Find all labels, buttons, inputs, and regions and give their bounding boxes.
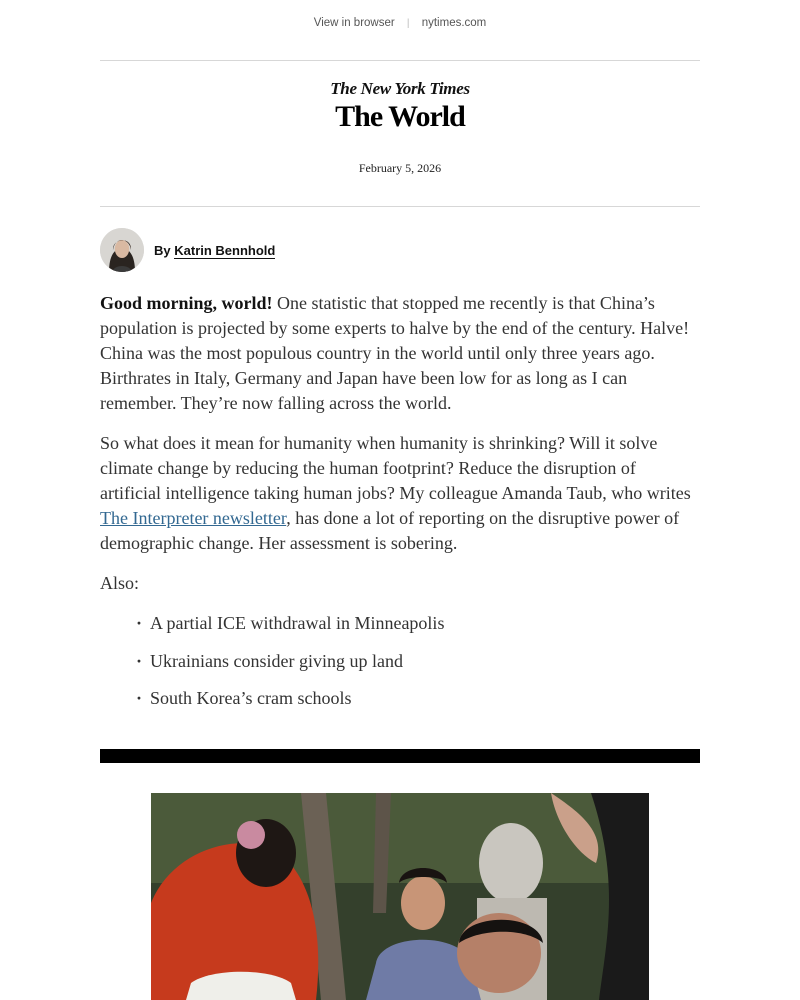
- byline-text: [154, 243, 275, 258]
- author-avatar[interactable]: [100, 228, 144, 272]
- section-divider-bar: [100, 749, 700, 763]
- author-link[interactable]: Katrin Bennhold: [174, 242, 276, 258]
- nyt-logo[interactable]: The New York Times: [330, 79, 470, 98]
- also-label: Also:: [100, 573, 140, 593]
- newsletter-date: February 5, 2026: [358, 161, 442, 175]
- p2-text-after: , has done a lot of reporting on the disruptive power of demographic change. Her assessment is sobering.: [100, 508, 680, 553]
- byline-prefix: By: [154, 242, 171, 258]
- view-in-browser-link[interactable]: View in browser: [313, 17, 395, 29]
- masthead-divider: [100, 206, 700, 207]
- second-paragraph: [100, 431, 700, 556]
- newsletter-title[interactable]: The World: [335, 100, 465, 133]
- list-item: · Ukrainians consider giving up land: [136, 649, 700, 674]
- also-list: [100, 611, 700, 711]
- intro-text: One statistic that stopped me recently is that China’s population is projected by some experts to halve by the end of the century. Halve! China was the most populous country in the world until only three years ago. Birthrates in Italy, Germany and Japan have been low for as long as I can remember. They’re now falling across the world.: [100, 293, 690, 413]
- p2-text-before: So what does it mean for humanity when humanity is shrinking? Will it solve climate change by reducing the human footprint? Reduce the disruption of artificial intelligence taking human jobs? My colleague Amanda Taub, who writes: [100, 433, 691, 503]
- lead-photo-image: [151, 793, 649, 1000]
- article-photo[interactable]: [151, 793, 649, 1000]
- intro-paragraph: [100, 291, 700, 416]
- top-divider: [100, 60, 700, 61]
- interpreter-newsletter-link[interactable]: The Interpreter newsletter: [100, 508, 287, 528]
- greeting: Good morning, world!: [100, 293, 273, 313]
- header-links: [0, 17, 800, 29]
- nytimes-link[interactable]: nytimes.com: [421, 17, 487, 29]
- article-body: [100, 291, 700, 724]
- header-separator: |: [406, 18, 410, 29]
- list-item: · South Korea’s cram schools: [136, 686, 700, 711]
- list-item: · A partial ICE withdrawal in Minneapolis: [136, 611, 700, 636]
- author-portrait-image: [100, 228, 144, 272]
- byline: [100, 228, 275, 272]
